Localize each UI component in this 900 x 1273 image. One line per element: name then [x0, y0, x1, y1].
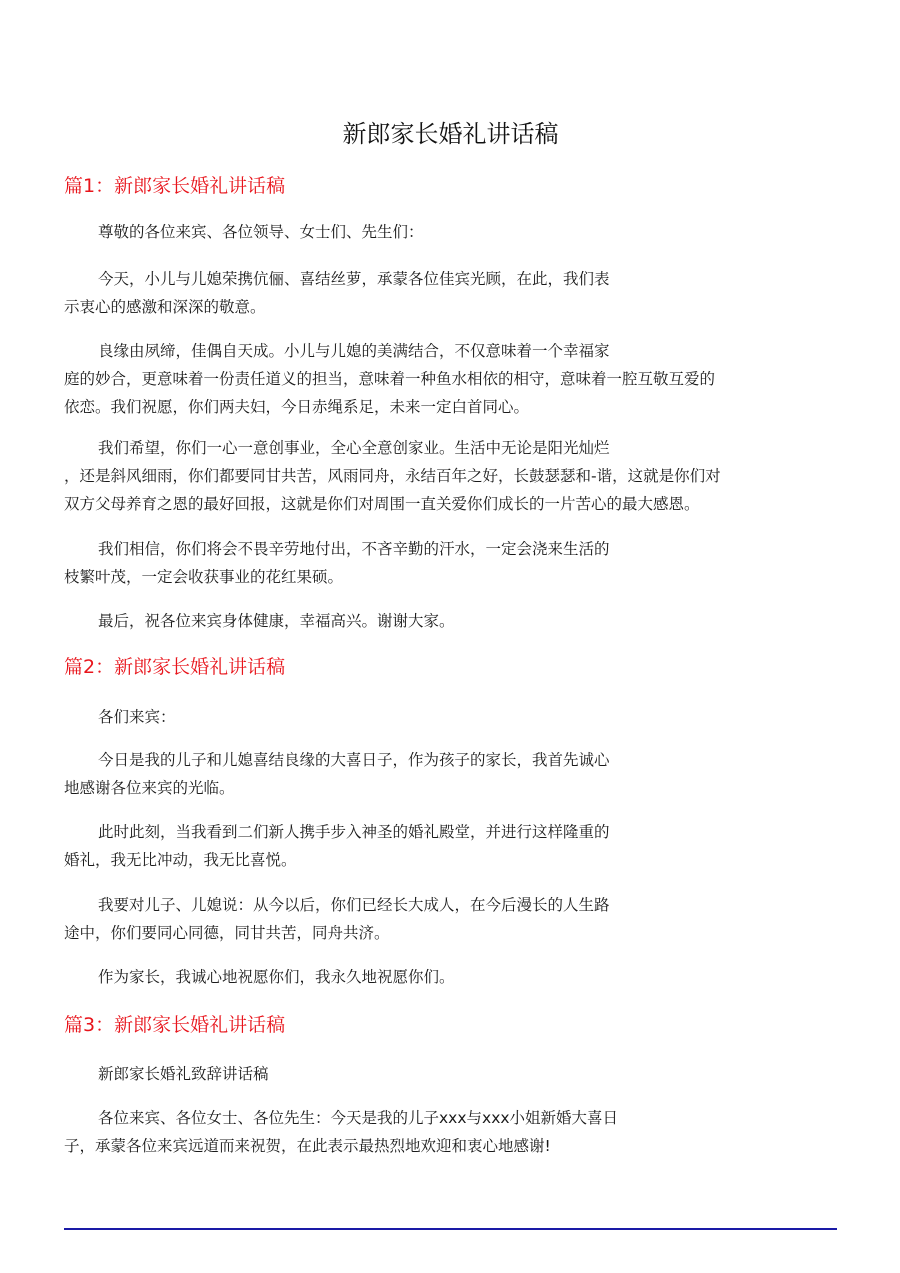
- section-heading: 篇3：新郎家长婚礼讲话稿: [64, 1014, 286, 1036]
- paragraph-line: 我要对儿子、儿媳说：从今以后，你们已经长大成人，在今后漫长的人生路: [98, 896, 610, 914]
- paragraph: [64, 891, 610, 947]
- paragraph: [64, 703, 176, 731]
- paragraph-line: 我们希望，你们一心一意创事业，全心全意创家业。生活中无论是阳光灿烂: [98, 439, 610, 457]
- paragraph-line: 此时此刻，当我看到二们新人携手步入神圣的婚礼殿堂，并进行这样隆重的: [98, 823, 610, 841]
- paragraph: [64, 1060, 269, 1088]
- paragraph-line: 庭的妙合，更意味着一份责任道义的担当，意味着一种鱼水相依的相守，意味着一腔互敬互爱的: [64, 370, 716, 388]
- paragraph-line: 地感谢各位来宾的光临。: [64, 779, 235, 797]
- paragraph-line: 子，承蒙各位来宾远道而来祝贺，在此表示最热烈地欢迎和衷心地感谢!: [64, 1137, 551, 1155]
- paragraph-line: 婚礼，我无比冲动，我无比喜悦。: [64, 851, 297, 869]
- paragraph-line: 各位来宾、各位女士、各位先生：今天是我的儿子xxx与xxx小姐新婚大喜日: [98, 1109, 619, 1127]
- paragraph-line: 尊敬的各位来宾、各位领导、女士们、先生们：: [98, 223, 424, 241]
- paragraph-line: 途中，你们要同心同德，同甘共苦，同舟共济。: [64, 924, 390, 942]
- paragraph: [64, 818, 610, 874]
- paragraph: [64, 265, 610, 321]
- paragraph-line: 良缘由夙缔，佳偶自天成。小儿与儿媳的美满结合，不仅意味着一个幸福家: [98, 342, 610, 360]
- section-heading: 篇1：新郎家长婚礼讲话稿: [64, 175, 286, 197]
- paragraph-line: 双方父母养育之恩的最好回报，这就是你们对周围一直关爱你们成长的一片苦心的最大感恩。: [64, 495, 700, 513]
- paragraph: [64, 337, 715, 421]
- paragraph-line: 今天，小儿与儿媳荣携伉俪、喜结丝萝，承蒙各位佳宾光顾，在此，我们表: [98, 270, 610, 288]
- paragraph: [64, 746, 610, 802]
- document-title: 新郎家长婚礼讲话稿: [342, 120, 559, 148]
- paragraph-line: 依恋。我们祝愿，你们两夫妇，今日赤绳系足，未来一定白首同心。: [64, 398, 530, 416]
- paragraph-line: 我们相信，你们将会不畏辛劳地付出，不吝辛勤的汗水，一定会浇来生活的: [98, 540, 610, 558]
- paragraph: [64, 607, 455, 635]
- paragraph-line: ，还是斜风细雨，你们都要同甘共苦，风雨同舟，永结百年之好，长鼓瑟瑟和-谐，这就是你们对: [64, 467, 721, 485]
- paragraph-line: 示衷心的感激和深深的敬意。: [64, 298, 266, 316]
- paragraph-line: 作为家长，我诚心地祝愿你们，我永久地祝愿你们。: [98, 968, 455, 986]
- paragraph: [64, 1104, 618, 1160]
- paragraph-line: 新郎家长婚礼致辞讲话稿: [98, 1065, 269, 1083]
- paragraph: [64, 963, 455, 991]
- paragraph-line: 今日是我的儿子和儿媳喜结良缘的大喜日子，作为孩子的家长，我首先诚心: [98, 751, 610, 769]
- paragraph-line: 最后，祝各位来宾身体健康，幸福高兴。谢谢大家。: [98, 612, 455, 630]
- paragraph: [64, 218, 424, 246]
- paragraph-line: 枝繁叶茂，一定会收获事业的花红果硕。: [64, 568, 344, 586]
- paragraph: [64, 434, 721, 518]
- paragraph-line: 各们来宾：: [98, 708, 176, 726]
- paragraph: [64, 535, 610, 591]
- footer-rule: [64, 1228, 837, 1230]
- section-heading: 篇2：新郎家长婚礼讲话稿: [64, 656, 286, 678]
